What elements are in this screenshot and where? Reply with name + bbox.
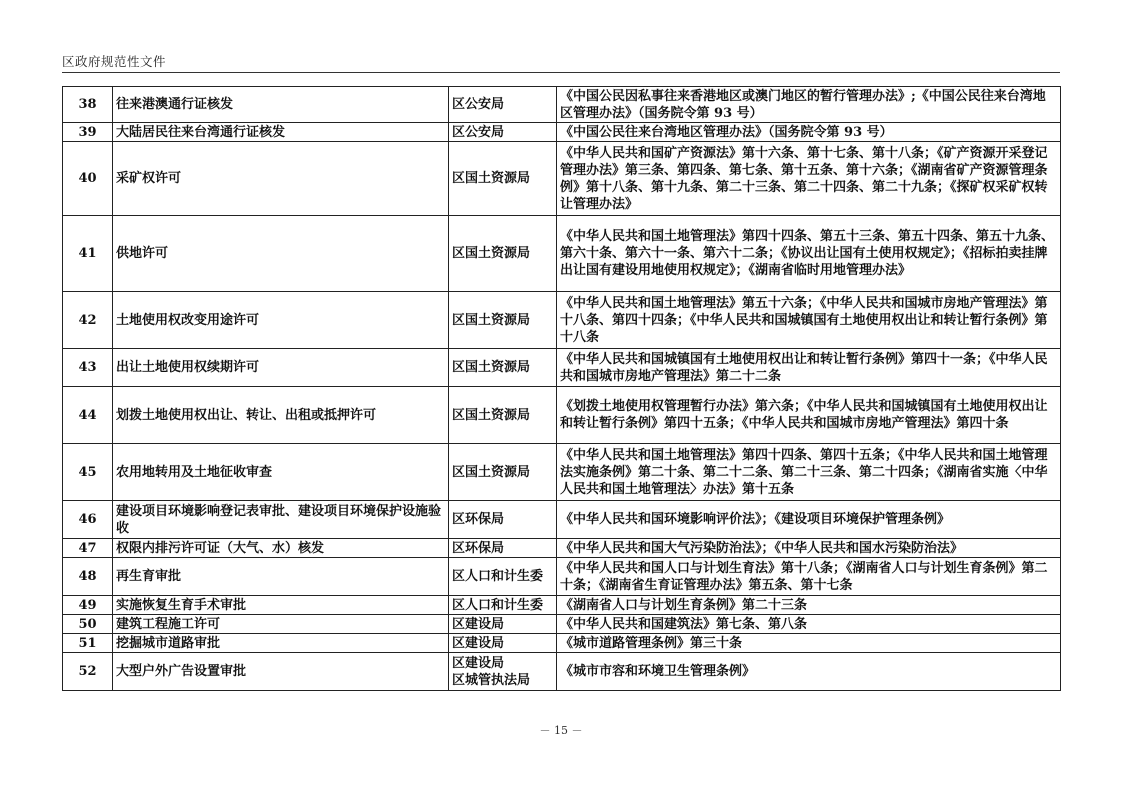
department xyxy=(449,596,557,615)
row-number: 39 xyxy=(63,123,113,142)
department-name: 区国土资源局 xyxy=(452,171,531,186)
item-name: 划拨土地使用权出让、转让、出租或抵押许可 xyxy=(113,387,449,444)
item-name: 采矿权许可 xyxy=(113,142,449,216)
department xyxy=(449,123,557,142)
table-row xyxy=(63,216,1061,292)
item-name: 农用地转用及土地征收审查 xyxy=(113,444,449,501)
table-row xyxy=(63,634,1061,653)
department-name: 区国土资源局 xyxy=(452,360,531,375)
department-name: 区国土资源局 xyxy=(452,312,531,328)
legal-basis: 《中国公民因私事往来香港地区或澳门地区的暂行管理办法》;《中国公民往来台湾地区管理办法》（国务院令第 93 号） xyxy=(557,87,1061,123)
department xyxy=(449,292,557,349)
row-number: 43 xyxy=(63,349,113,387)
legal-basis: 《城市市容和环境卫生管理条例》 xyxy=(557,653,1061,691)
item-name: 往来港澳通行证核发 xyxy=(113,87,449,123)
department xyxy=(449,501,557,539)
department xyxy=(449,615,557,634)
department-name: 区城管执法局 xyxy=(452,672,531,688)
department-name: 区建设局 xyxy=(452,616,505,632)
header-divider xyxy=(62,72,1060,73)
department xyxy=(449,349,557,387)
department xyxy=(449,387,557,444)
legal-basis: 《中华人民共和国建筑法》第七条、第八条 xyxy=(557,615,1061,634)
item-name: 权限内排污许可证（大气、水）核发 xyxy=(113,539,449,558)
item-name: 再生育审批 xyxy=(113,558,449,596)
legal-basis: 《中华人民共和国土地管理法》第五十六条；《中华人民共和国城市房地产管理法》第十八条、第四十四条；《中华人民共和国城镇国有土地使用权出让和转让暂行条例》第十八条 xyxy=(557,292,1061,349)
legal-basis: 《城市道路管理条例》第三十条 xyxy=(557,634,1061,653)
table-row xyxy=(63,292,1061,349)
department-name: 区公安局 xyxy=(452,97,505,112)
legal-basis: 《中华人民共和国矿产资源法》第十六条、第十七条、第十八条；《矿产资源开采登记管理办法》第三条、第四条、第七条、第十五条、第十六条；《湖南省矿产资源管理条例》第十八条、第十九条、第二十三条、第二十四条、第二十九条；《探矿权采矿权转让管理办法》 xyxy=(557,142,1061,216)
row-number: 50 xyxy=(63,615,113,634)
item-name: 挖掘城市道路审批 xyxy=(113,634,449,653)
department xyxy=(449,216,557,292)
legal-basis: 《中国公民往来台湾地区管理办法》（国务院令第 93 号） xyxy=(557,123,1061,142)
table-row xyxy=(63,558,1061,596)
table-row xyxy=(63,142,1061,216)
row-number: 41 xyxy=(63,216,113,292)
table-row xyxy=(63,653,1061,691)
table-row xyxy=(63,349,1061,387)
row-number: 52 xyxy=(63,653,113,691)
table-row xyxy=(63,539,1061,558)
department xyxy=(449,653,557,691)
department-name: 区公安局 xyxy=(452,124,505,140)
page-number: － 15 － xyxy=(539,724,583,737)
row-number: 51 xyxy=(63,634,113,653)
row-number: 42 xyxy=(63,292,113,349)
table-row xyxy=(63,501,1061,539)
approval-items-table xyxy=(62,86,1061,691)
legal-basis: 《中华人民共和国土地管理法》第四十四条、第五十三条、第五十四条、第五十九条、第六十条、第六十一条、第六十二条；《协议出让国有土使用权规定》；《招标拍卖挂牌出让国有建设用地使用权规定》；《湖南省临时用地管理办法》 xyxy=(557,216,1061,292)
legal-basis: 《湖南省人口与计划生育条例》第二十三条 xyxy=(557,596,1061,615)
department-name: 区国土资源局 xyxy=(452,246,531,261)
department xyxy=(449,558,557,596)
table-row xyxy=(63,444,1061,501)
row-number: 48 xyxy=(63,558,113,596)
legal-basis: 《中华人民共和国大气污染防治法》；《中华人民共和国水污染防治法》 xyxy=(557,539,1061,558)
item-name: 土地使用权改变用途许可 xyxy=(113,292,449,349)
legal-basis: 《中华人民共和国环境影响评价法》；《建设项目环境保护管理条例》 xyxy=(557,501,1061,539)
table-row xyxy=(63,387,1061,444)
table-body xyxy=(63,87,1061,691)
department-name: 区国土资源局 xyxy=(452,407,531,423)
row-number: 47 xyxy=(63,539,113,558)
table-row xyxy=(63,123,1061,142)
department-name: 区环保局 xyxy=(452,540,505,556)
department xyxy=(449,87,557,123)
department-name: 区环保局 xyxy=(452,512,505,527)
row-number: 40 xyxy=(63,142,113,216)
item-name: 大陆居民往来台湾通行证核发 xyxy=(113,123,449,142)
department xyxy=(449,634,557,653)
table-row xyxy=(63,615,1061,634)
department-name: 区国土资源局 xyxy=(452,464,531,480)
table-row xyxy=(63,87,1061,123)
department xyxy=(449,142,557,216)
department-name: 区建设局 xyxy=(452,655,505,671)
legal-basis: 《中华人民共和国土地管理法》第四十四条、第四十五条；《中华人民共和国土地管理法实施条例》第二十条、第二十二条、第二十三条、第二十四条；《湖南省实施〈中华人民共和国土地管理法〉办法》第十五条 xyxy=(557,444,1061,501)
row-number: 38 xyxy=(63,87,113,123)
department-name: 区建设局 xyxy=(452,635,505,651)
legal-basis: 《中华人民共和国城镇国有土地使用权出让和转让暂行条例》第四十一条；《中华人民共和国城市房地产管理法》第二十二条 xyxy=(557,349,1061,387)
item-name: 实施恢复生育手术审批 xyxy=(113,596,449,615)
item-name: 建筑工程施工许可 xyxy=(113,615,449,634)
row-number: 46 xyxy=(63,501,113,539)
item-name: 大型户外广告设置审批 xyxy=(113,653,449,691)
department-name: 区人口和计生委 xyxy=(452,569,544,584)
row-number: 44 xyxy=(63,387,113,444)
legal-basis: 《划拨土地使用权管理暂行办法》第六条；《中华人民共和国城镇国有土地使用权出让和转让暂行条例》第四十五条；《中华人民共和国城市房地产管理法》第四十条 xyxy=(557,387,1061,444)
row-number: 49 xyxy=(63,596,113,615)
item-name: 建设项目环境影响登记表审批、建设项目环境保护设施验收 xyxy=(113,501,449,539)
department xyxy=(449,539,557,558)
item-name: 供地许可 xyxy=(113,216,449,292)
row-number: 45 xyxy=(63,444,113,501)
department-name: 区人口和计生委 xyxy=(452,597,544,613)
table-row xyxy=(63,596,1061,615)
item-name: 出让土地使用权续期许可 xyxy=(113,349,449,387)
page-header-title: 区政府规范性文件 xyxy=(62,54,167,69)
legal-basis: 《中华人民共和国人口与计划生育法》第十八条；《湖南省人口与计划生育条例》第二十条；《湖南省生育证管理办法》第五条、第十七条 xyxy=(557,558,1061,596)
department xyxy=(449,444,557,501)
